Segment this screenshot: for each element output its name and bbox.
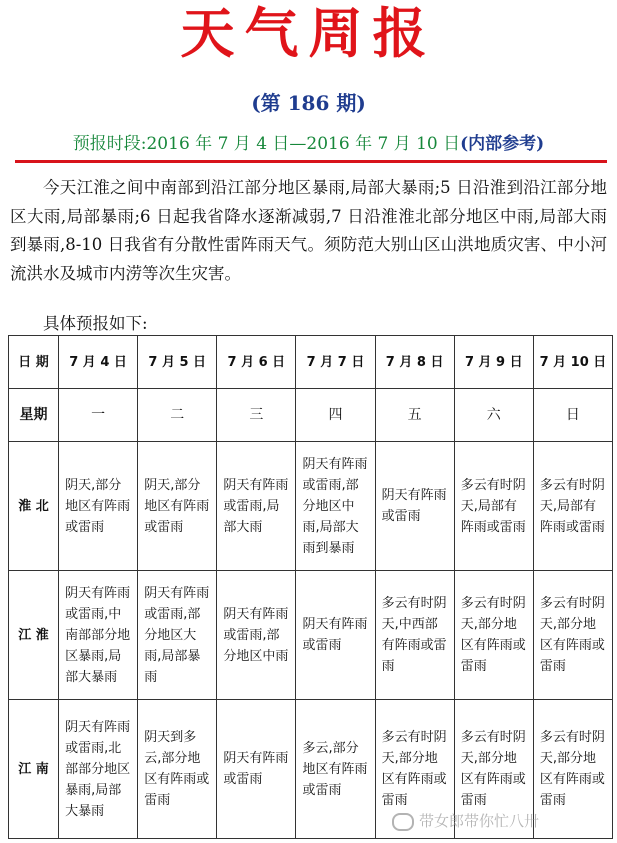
- weekday-cell: 四: [296, 389, 375, 442]
- forecast-cell: [138, 442, 217, 571]
- issue-number: (第 186 期): [251, 91, 366, 115]
- weekday-cell: 三: [217, 389, 296, 442]
- forecast-text: 多云有时阴天,局部有阵雨或雷雨: [539, 477, 605, 535]
- report-title: 天气周报: [180, 1, 437, 65]
- weekday-cell: 六: [454, 389, 533, 442]
- forecast-text: 阴天,部分地区有阵雨或雷雨: [65, 477, 131, 535]
- date-cell: 7 月 8 日: [375, 336, 454, 389]
- forecast-text: 阴天,部分地区有阵雨或雷雨: [144, 477, 210, 535]
- forecast-cell: [138, 571, 217, 700]
- region-label: 淮 北: [9, 442, 59, 571]
- forecast-cell: [375, 442, 454, 571]
- forecast-cell: [59, 700, 138, 839]
- weekday-cell: 五: [375, 389, 454, 442]
- forecast-text: 多云有时阴天,部分地区有阵雨或雷雨: [460, 730, 526, 808]
- watermark-text: 带女郎带你忙八卅: [419, 812, 540, 830]
- date-cell: 7 月 10 日: [533, 336, 612, 389]
- date-cell: 7 月 6 日: [217, 336, 296, 389]
- date-cell: 7 月 4 日: [59, 336, 138, 389]
- forecast-cell: [217, 571, 296, 700]
- weekday-cell: 日: [533, 389, 612, 442]
- forecast-cell: [533, 442, 612, 571]
- internal-note: (内部参考): [460, 134, 545, 154]
- forecast-text: 阴天有阵雨或雷雨,局部大雨: [223, 477, 289, 535]
- forecast-text: 多云有时阴天,部分地区有阵雨或雷雨: [381, 730, 447, 808]
- forecast-cell: [59, 571, 138, 700]
- weekday-cell: 一: [59, 389, 138, 442]
- period-range: 预报时段:2016 年 7 月 4 日—2016 年 7 月 10 日: [72, 134, 461, 154]
- forecast-cell: [375, 571, 454, 700]
- forecast-table: [8, 335, 613, 839]
- date-header: 日 期: [9, 336, 59, 389]
- date-cell: 7 月 5 日: [138, 336, 217, 389]
- forecast-cell: [533, 571, 612, 700]
- forecast-cell: [217, 442, 296, 571]
- forecast-text: 阴天有阵雨或雷雨,部分地区中雨: [223, 606, 289, 664]
- region-row-jianghuai: [9, 571, 613, 700]
- forecast-cell: [217, 700, 296, 839]
- title-divider: [15, 160, 607, 163]
- watermark: [392, 810, 614, 832]
- forecast-cell: [296, 571, 375, 700]
- chat-bubble-icon: [392, 813, 414, 831]
- region-label: 江 南: [9, 700, 59, 839]
- forecast-text: 阴天有阵雨或雷雨: [223, 751, 289, 787]
- forecast-text: 多云,部分地区有阵雨或雷雨: [302, 740, 368, 798]
- forecast-cell: [454, 442, 533, 571]
- forecast-text: 多云有时阴天,部分地区有阵雨或雷雨: [539, 730, 605, 808]
- forecast-text: 阴天有阵雨或雷雨,部分地区大雨,局部暴雨: [144, 585, 210, 685]
- date-row: [9, 336, 613, 389]
- forecast-text: 多云有时阴天,部分地区有阵雨或雷雨: [460, 596, 526, 674]
- region-row-huaibei: [9, 442, 613, 571]
- forecast-cell: [296, 442, 375, 571]
- forecast-period: [0, 133, 617, 155]
- forecast-text: 阴天到多云,部分地区有阵雨或雷雨: [144, 730, 210, 808]
- table-intro: 具体预报如下:: [43, 314, 148, 333]
- region-label: 江 淮: [9, 571, 59, 700]
- forecast-text: 多云有时阴天,中西部有阵雨或雷雨: [381, 596, 447, 674]
- weekday-cell: 二: [138, 389, 217, 442]
- forecast-cell: [454, 571, 533, 700]
- forecast-text: 多云有时阴天,部分地区有阵雨或雷雨: [539, 596, 605, 674]
- weekday-row: [9, 389, 613, 442]
- forecast-cell: [138, 700, 217, 839]
- date-cell: 7 月 7 日: [296, 336, 375, 389]
- summary-paragraph: 今天江淮之间中南部到沿江部分地区暴雨,局部大暴雨;5 日沿淮到沿江部分地区大雨,局部暴雨;6 日起我省降水逐渐减弱,7 日沿淮淮北部分地区中雨,局部大雨到暴雨,8-10 日我省有分散性雷阵雨天气。须防范大别山区山洪地质灾害、中小河流洪水及城市内涝等次生灾害。: [10, 178, 607, 283]
- forecast-text: 阴天有阵雨或雷雨,中南部部分地区暴雨,局部大暴雨: [65, 585, 131, 685]
- forecast-text: 阴天有阵雨或雷雨,北部部分地区暴雨,局部大暴雨: [65, 719, 131, 819]
- forecast-text: 阴天有阵雨或雷雨: [381, 488, 447, 524]
- forecast-text: 阴天有阵雨或雷雨: [302, 617, 368, 653]
- forecast-cell: [59, 442, 138, 571]
- forecast-cell: [296, 700, 375, 839]
- forecast-text: 阴天有阵雨或雷雨,部分地区中雨,局部大雨到暴雨: [302, 456, 368, 556]
- date-cell: 7 月 9 日: [454, 336, 533, 389]
- forecast-text: 多云有时阴天,局部有阵雨或雷雨: [460, 477, 526, 535]
- weekday-header: 星期: [9, 389, 59, 442]
